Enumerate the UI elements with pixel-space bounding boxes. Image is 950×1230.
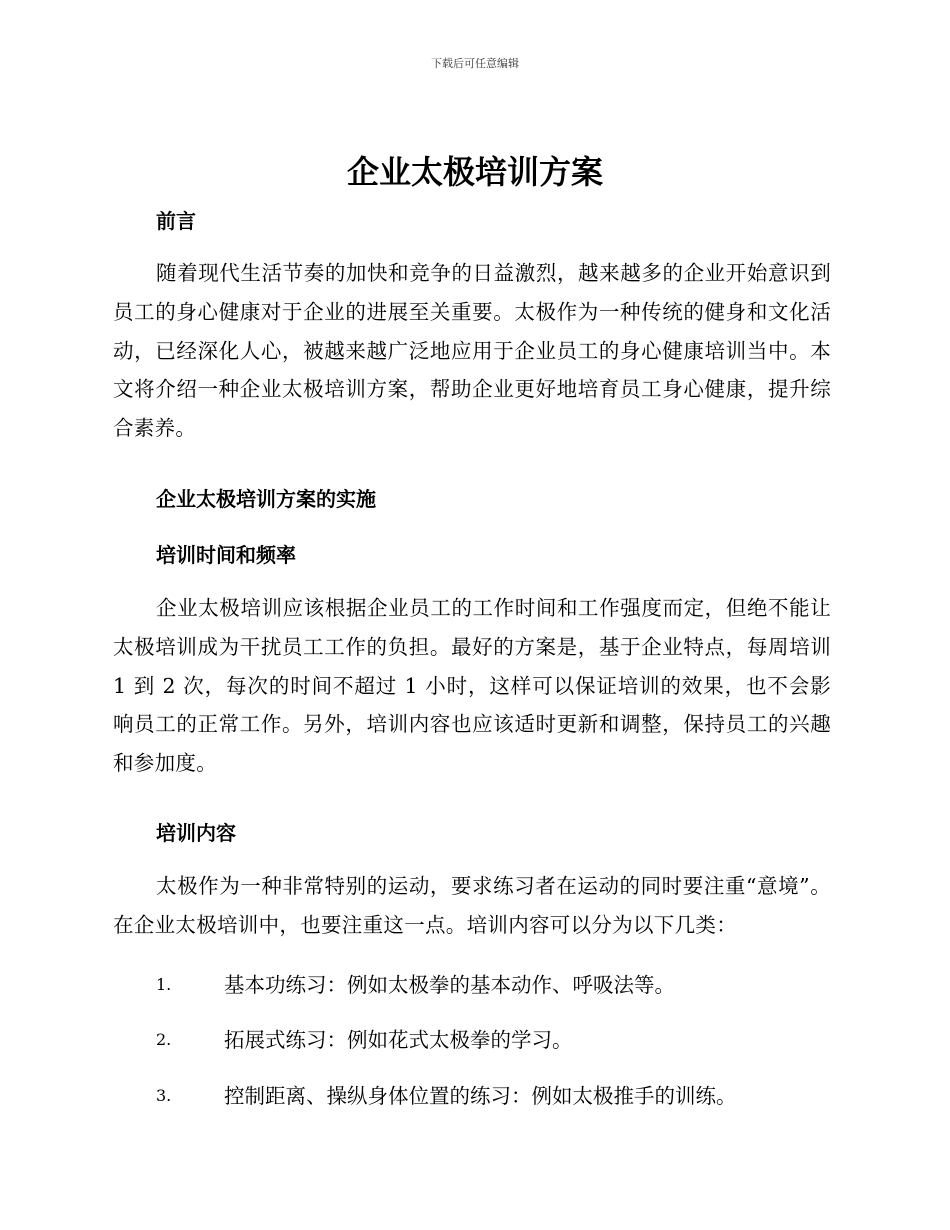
section-heading-content: 培训内容: [156, 821, 236, 845]
list-item-number: 2.: [156, 1030, 172, 1049]
list-item-number: 1.: [156, 975, 172, 994]
section-heading-time-frequency: 培训时间和频率: [156, 543, 296, 567]
section-heading-preface: 前言: [156, 209, 196, 233]
list-item-text: 拓展式练习：例如花式太极拳的学习。: [224, 1028, 573, 1052]
content-paragraph: 太极作为一种非常特别的运动，要求练习者在运动的同时要注重“意境”。在企业太极培训中，也要注重这一点。培训内容可以分为以下几类：: [113, 874, 831, 937]
list-item-text: 控制距离、操纵身体位置的练习：例如太极推手的训练。: [224, 1084, 737, 1108]
preface-paragraph: 随着现代生活节奏的加快和竞争的日益激烈，越来越多的企业开始意识到员工的身心健康对于企业的进展至关重要。太极作为一种传统的健身和文化活动，已经深化人心，被越来越广泛地应用于企业员工的身心健康培训当中。本文将介绍一种企业太极培训方案，帮助企业更好地培育员工身心健康，提升综合素养。: [113, 261, 831, 441]
page-header-note: 下载后可任意编辑: [431, 57, 519, 70]
section-heading-implementation: 企业太极培训方案的实施: [156, 487, 376, 511]
time-frequency-paragraph: 企业太极培训应该根据企业员工的工作时间和工作强度而定，但绝不能让太极培训成为干扰员工工作的负担。最好的方案是，基于企业特点，每周培训 1 到 2 次，每次的时间不超过 1 小时，这样可以保证培训的效果，也不会影响员工的正常工作。另外，培训内容也应该适时更新和调整，保持员工的兴趣和参加度。: [113, 596, 831, 776]
document-title: 企业太极培训方案: [346, 153, 603, 191]
list-item-text: 基本功练习：例如太极拳的基本动作、呼吸法等。: [224, 973, 675, 997]
list-item-number: 3.: [156, 1086, 172, 1105]
